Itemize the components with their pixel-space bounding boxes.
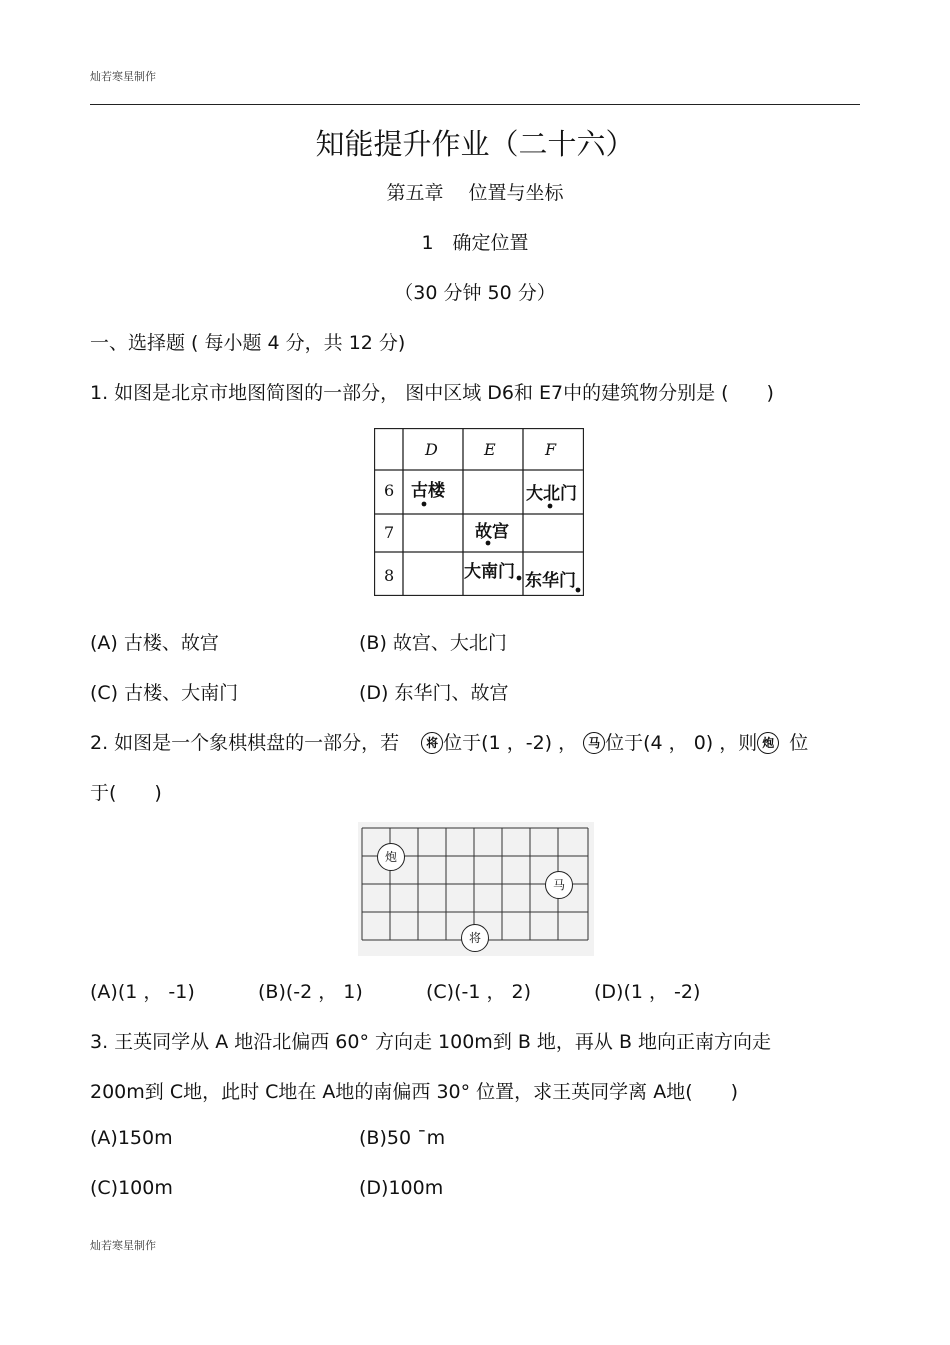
row-label-8: 8 [384, 566, 395, 585]
ma-piece-icon: 马 [583, 732, 605, 754]
q1-option-c: (C) 古楼、大南门 [90, 682, 239, 704]
q2-text-b: 位于(1 ，-2) ， [443, 732, 578, 754]
dot-donghuamen [576, 588, 581, 593]
q2-text-c: 位于(4 ， 0) ，则 [605, 732, 758, 754]
q2-option-b: (B)(-2 ， 1) [258, 981, 363, 1003]
section-title: 1 确定位置 [421, 232, 529, 254]
place-donghuamen: 东华门 [525, 571, 576, 591]
q1-option-b: (B) 故宫、大北门 [359, 632, 507, 654]
jiang-piece: 将 [461, 924, 489, 952]
part-heading: 一、选择题 ( 每小题 4 分，共 12 分) [90, 332, 406, 354]
q2-text-a: 2. 如图是一个象棋棋盘的一部分，若 [90, 732, 400, 754]
question-2-text [90, 728, 808, 755]
q3-option-a: (A)150m [90, 1127, 173, 1149]
q2-option-c: (C)(-1 ， 2) [426, 981, 532, 1003]
chapter-title: 第五章 位置与坐标 [386, 182, 564, 204]
q2-text-d: 位 [789, 732, 809, 754]
q2-option-a: (A)(1 ， -1) [90, 981, 195, 1003]
place-gugong: 故宫 [475, 522, 509, 542]
pao-piece: 炮 [377, 843, 405, 871]
question-3-line-1: 3. 王英同学从 A 地沿北偏西 60° 方向走 100m到 B 地，再从 B 地向正南方向走 [90, 1031, 772, 1053]
time-score: （30 分钟 50 分） [394, 282, 556, 304]
col-label-e: E [484, 440, 496, 459]
row-label-7: 7 [384, 523, 395, 542]
place-dabeimen: 大北门 [526, 484, 577, 504]
dot-dabeimen [548, 504, 553, 509]
place-gulou: 古楼 [411, 481, 445, 501]
row-label-6: 6 [384, 481, 395, 500]
dot-dananmen [517, 576, 522, 581]
beijing-map-grid [374, 428, 584, 596]
q1-option-d: (D) 东华门、故宫 [359, 682, 509, 704]
header-rule [90, 104, 860, 105]
page-footer: 灿若寒星制作 [90, 1239, 156, 1252]
ma-piece: 马 [545, 871, 573, 899]
col-label-d: D [425, 440, 438, 459]
q3-option-d: (D)100m [359, 1177, 444, 1199]
question-3-line-2: 200m到 C地，此时 C地在 A地的南偏西 30° 位置，求王英同学离 A地( ) [90, 1081, 739, 1103]
jiang-piece-icon: 将 [421, 732, 443, 754]
dot-gulou [422, 502, 427, 507]
question-1-text: 1. 如图是北京市地图简图的一部分， 图中区域 D6和 E7中的建筑物分别是 ( ) [90, 382, 774, 404]
page-title: 知能提升作业（二十六） [315, 127, 635, 161]
q3-option-c: (C)100m [90, 1177, 173, 1199]
question-2-text-cont: 于( ) [90, 782, 162, 804]
pao-piece-icon: 炮 [757, 732, 779, 754]
q3-option-b: (B)50 ¯m [359, 1127, 446, 1149]
place-dananmen: 大南门 [464, 562, 515, 582]
page-header: 灿若寒星制作 [90, 70, 156, 83]
chess-board [358, 822, 594, 956]
q2-option-d: (D)(1 ， -2) [594, 981, 701, 1003]
col-label-f: F [545, 440, 557, 459]
q1-option-a: (A) 古楼、故宫 [90, 632, 219, 654]
